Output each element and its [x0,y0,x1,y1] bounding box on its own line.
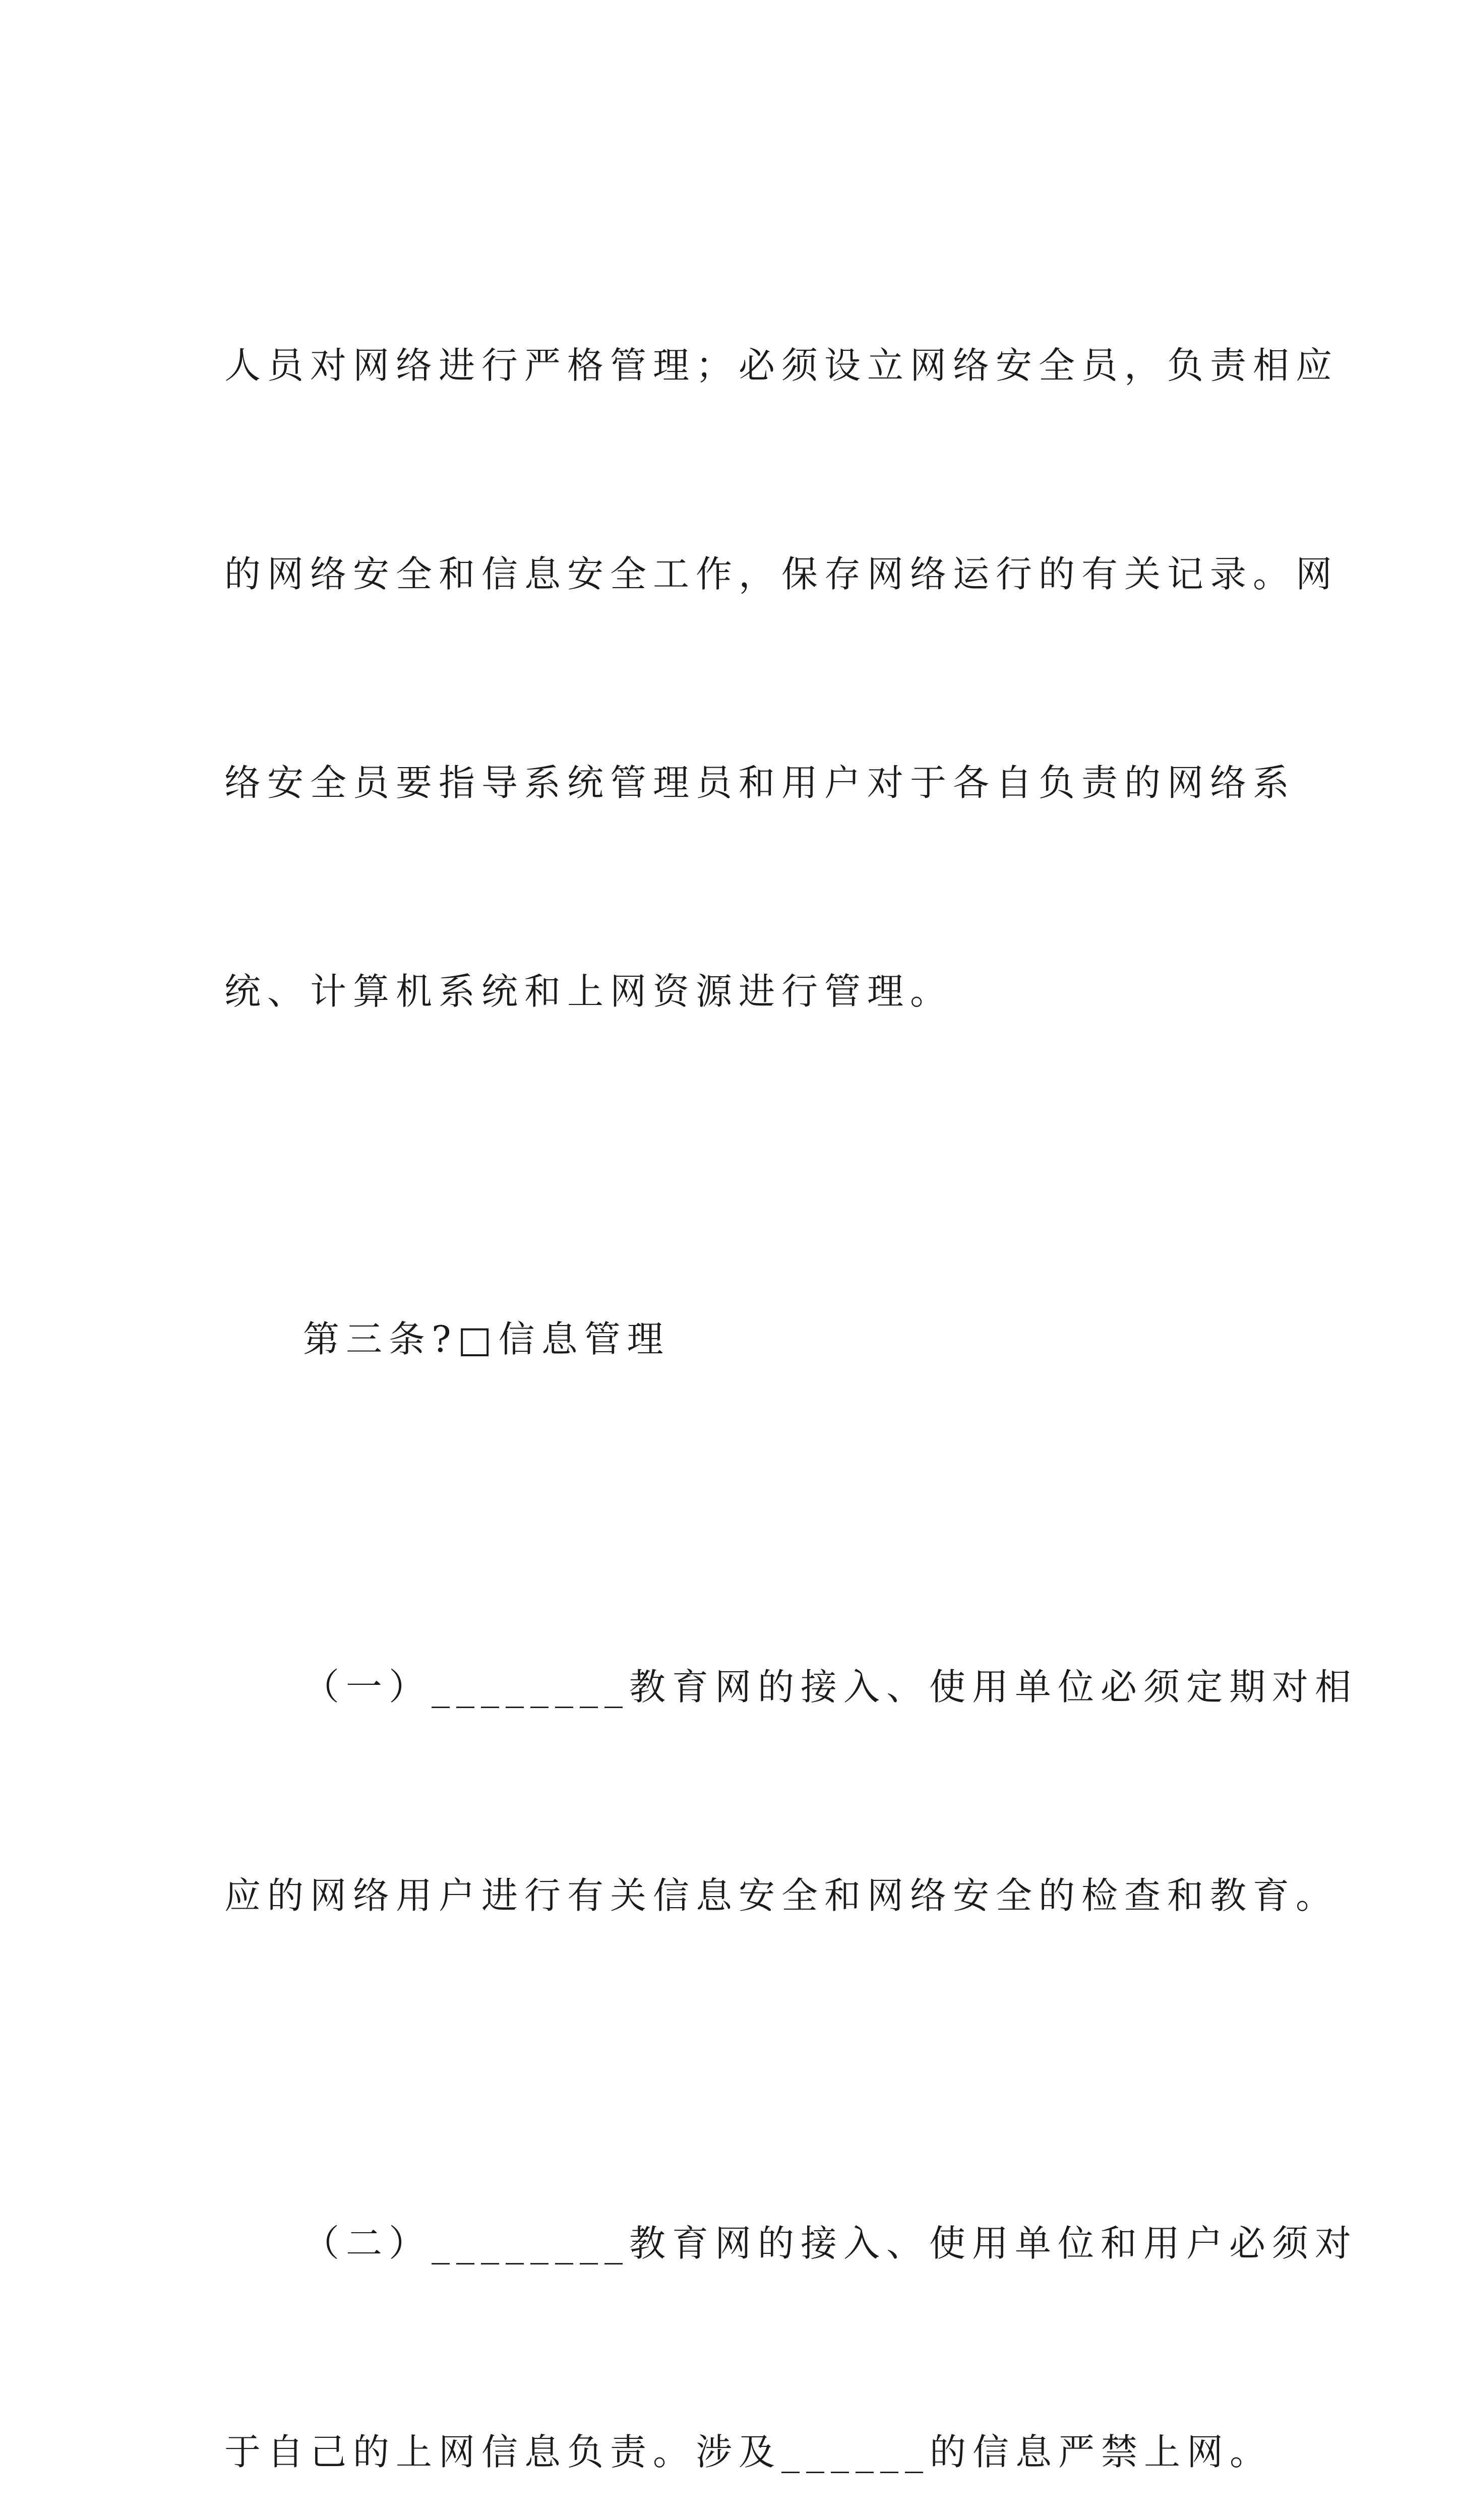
article-3-heading [224,1165,1248,1513]
text-line: 于自己的上网信息负责。涉及______的信息严禁上网。 [224,2431,1273,2473]
document-page [224,192,1358,2520]
article-3-item-1 [224,1513,1358,2069]
text-line: 的网络安全和信息安全工作，保存网络运行的有关记录。网 [224,553,1339,595]
text-line: （二）________教育网的接入、使用单位和用户必须对 [303,2222,1358,2264]
text-line: 络安全员要指导系统管理员和用户对于各自负责的网络系 [224,762,1296,804]
text-line: 人员对网络进行严格管理；必须设立网络安全员，负责相应 [224,344,1339,387]
text-line: 应的网络用户进行有关信息安全和网络安全的检查和教育。 [224,1874,1339,1917]
paragraph-network-management [224,192,1339,1165]
section-heading: 第三条?□信息管理 [303,1318,670,1360]
text-line: （一）________教育网的接入、使用单位必须定期对相 [303,1666,1358,1708]
article-3-item-2 [224,2069,1358,2520]
text-line: 统、计算机系统和上网资源进行管理。 [224,970,953,1013]
